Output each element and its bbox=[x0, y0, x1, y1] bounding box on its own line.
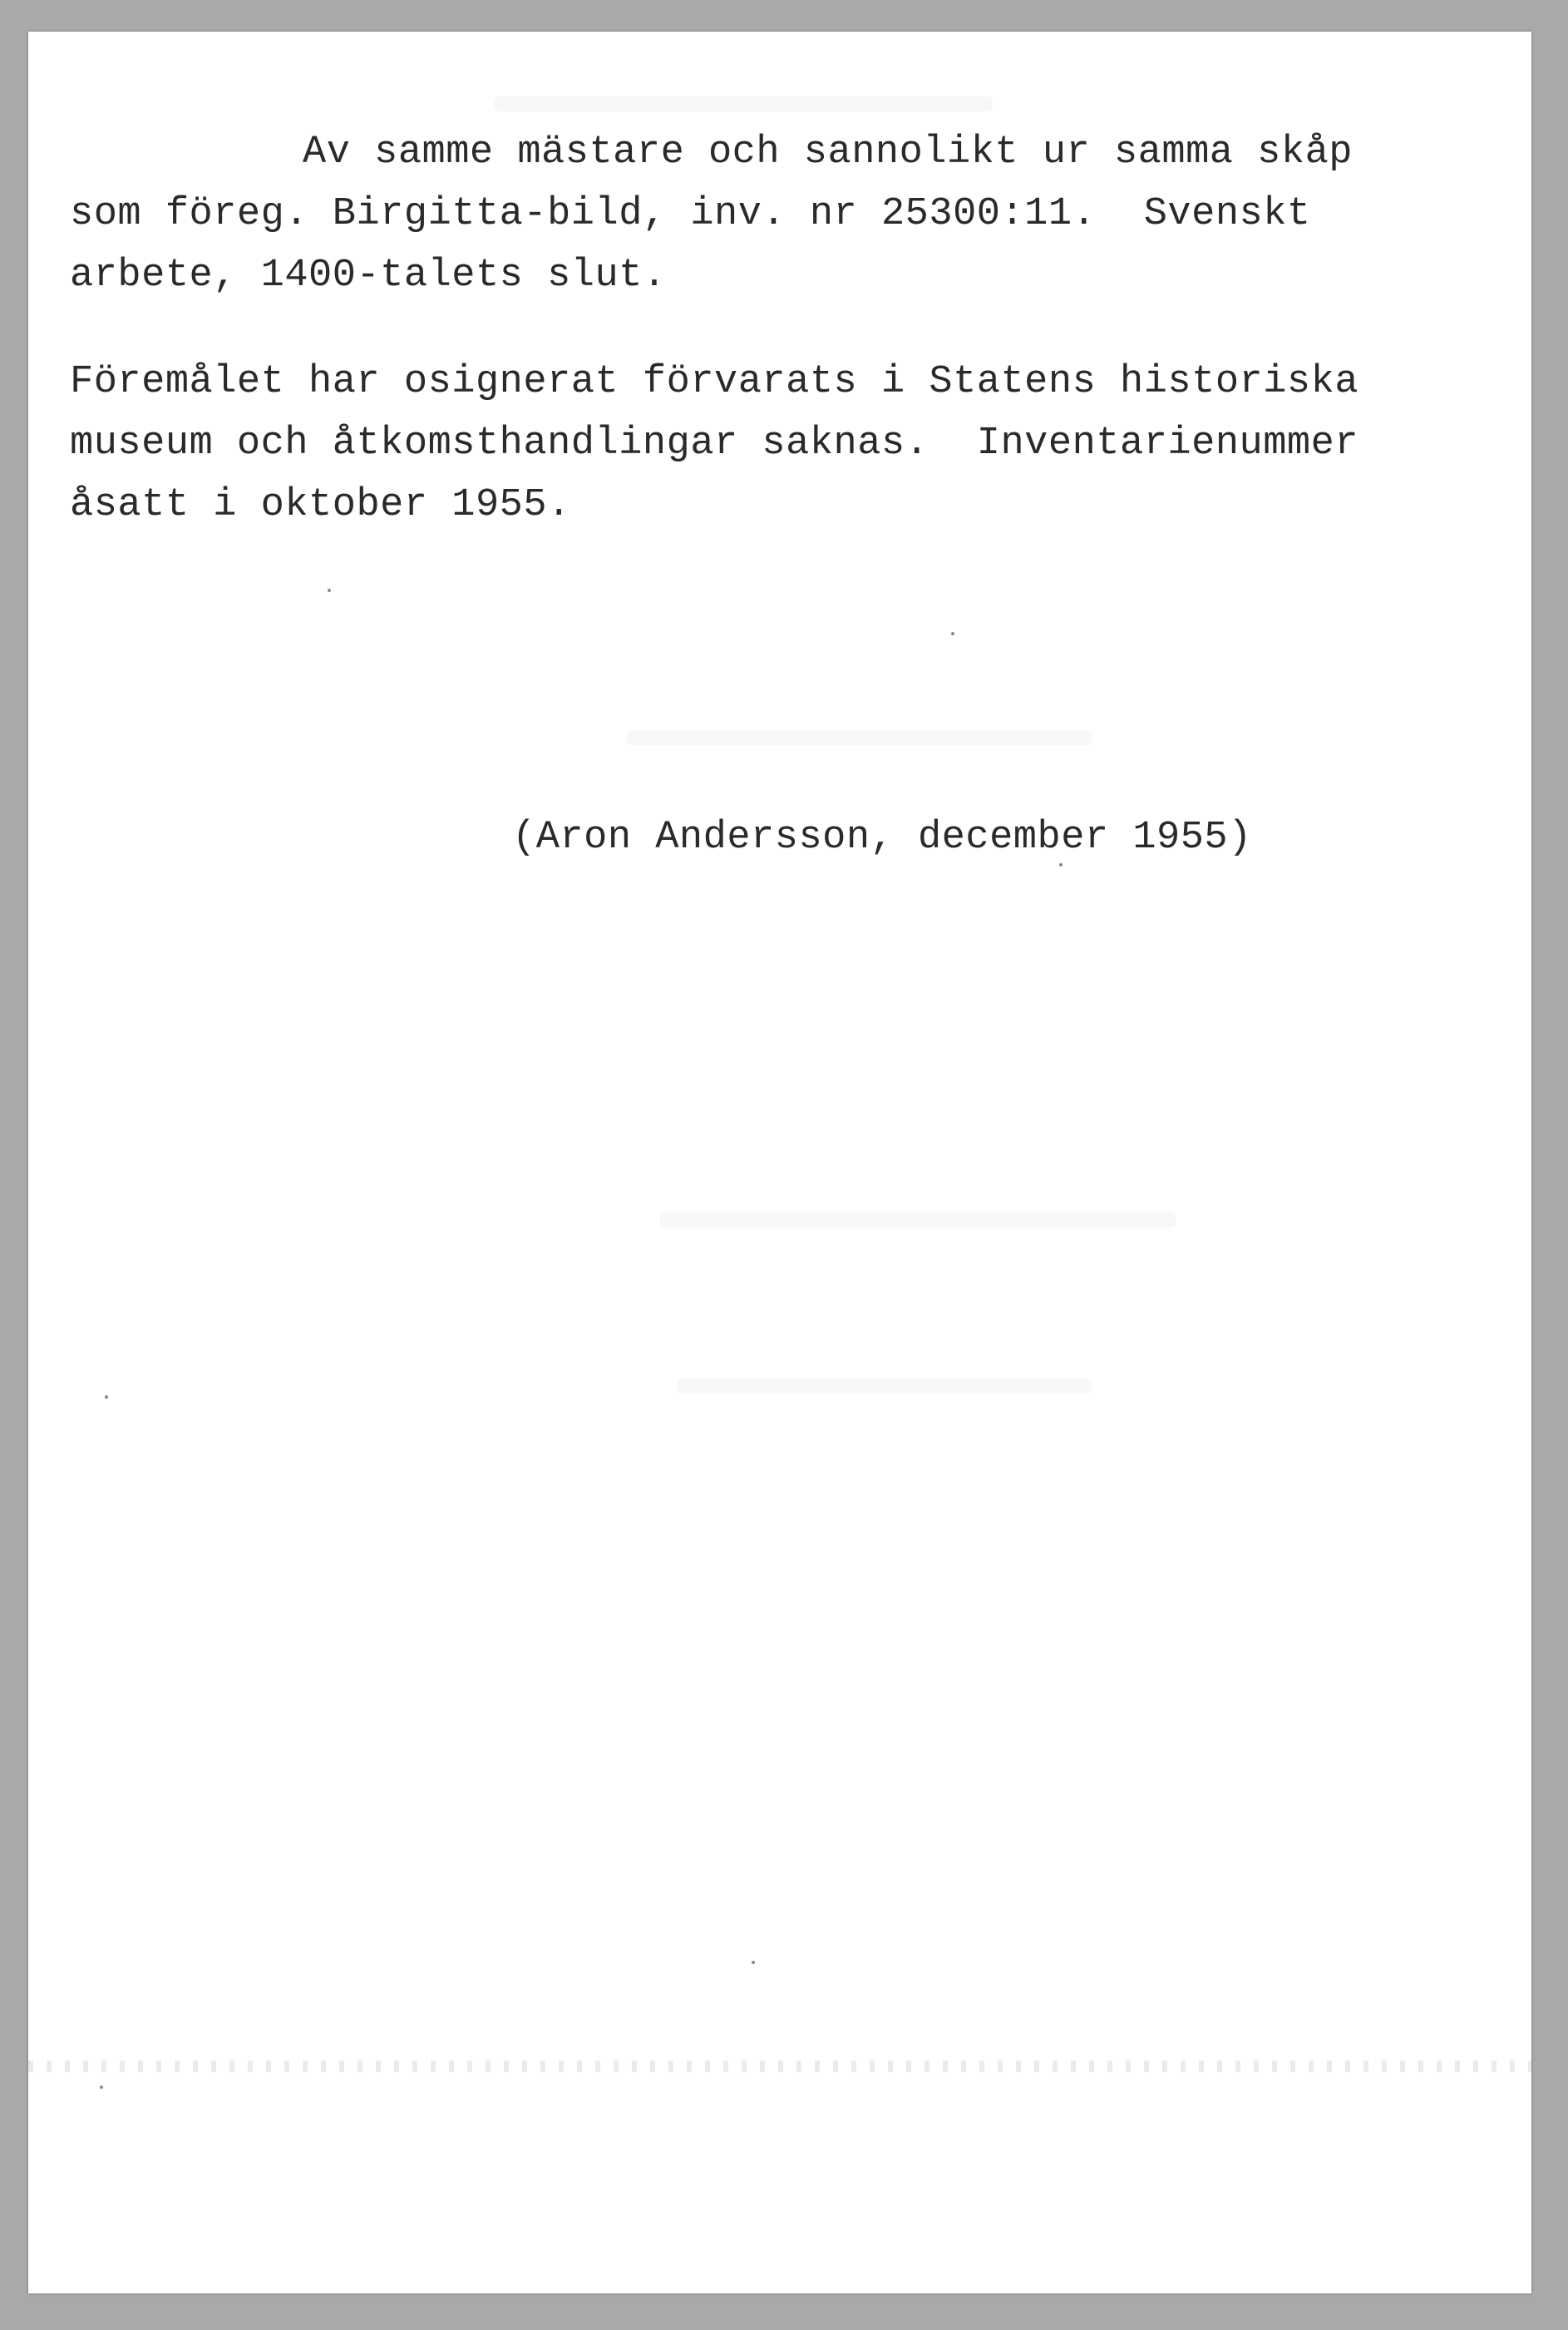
paper-speck bbox=[752, 1961, 755, 1964]
paper-speck bbox=[951, 632, 954, 635]
scan-artifact-band bbox=[28, 2061, 1531, 2072]
bleed-through-mark bbox=[494, 96, 993, 111]
bleed-through-mark bbox=[677, 1379, 1092, 1394]
paragraph2-line3: åsatt i oktober 1955. bbox=[70, 483, 571, 527]
paragraph1-line1: Av samme mästare och sannolikt ur samma skåp bbox=[303, 131, 1354, 175]
bleed-through-mark bbox=[627, 730, 1092, 745]
paper-speck bbox=[1059, 863, 1063, 866]
author-signature: (Aron Andersson, december 1955) bbox=[512, 816, 1252, 860]
paper-speck bbox=[100, 2086, 103, 2089]
paragraph1-line3: arbete, 1400-talets slut. bbox=[70, 254, 667, 298]
paper-speck bbox=[105, 1395, 108, 1399]
paragraph2-line1: Föremålet har osignerat förvarats i Statens historiska bbox=[70, 360, 1359, 404]
bleed-through-mark bbox=[660, 1212, 1176, 1227]
paragraph1-line2: som föreg. Birgitta-bild, inv. nr 25300:11. Svenskt bbox=[70, 192, 1311, 236]
catalog-card bbox=[28, 32, 1531, 2293]
paper-speck bbox=[328, 589, 331, 592]
paragraph2-line2: museum och åtkomsthandlingar saknas. Inventarienummer bbox=[70, 422, 1359, 466]
